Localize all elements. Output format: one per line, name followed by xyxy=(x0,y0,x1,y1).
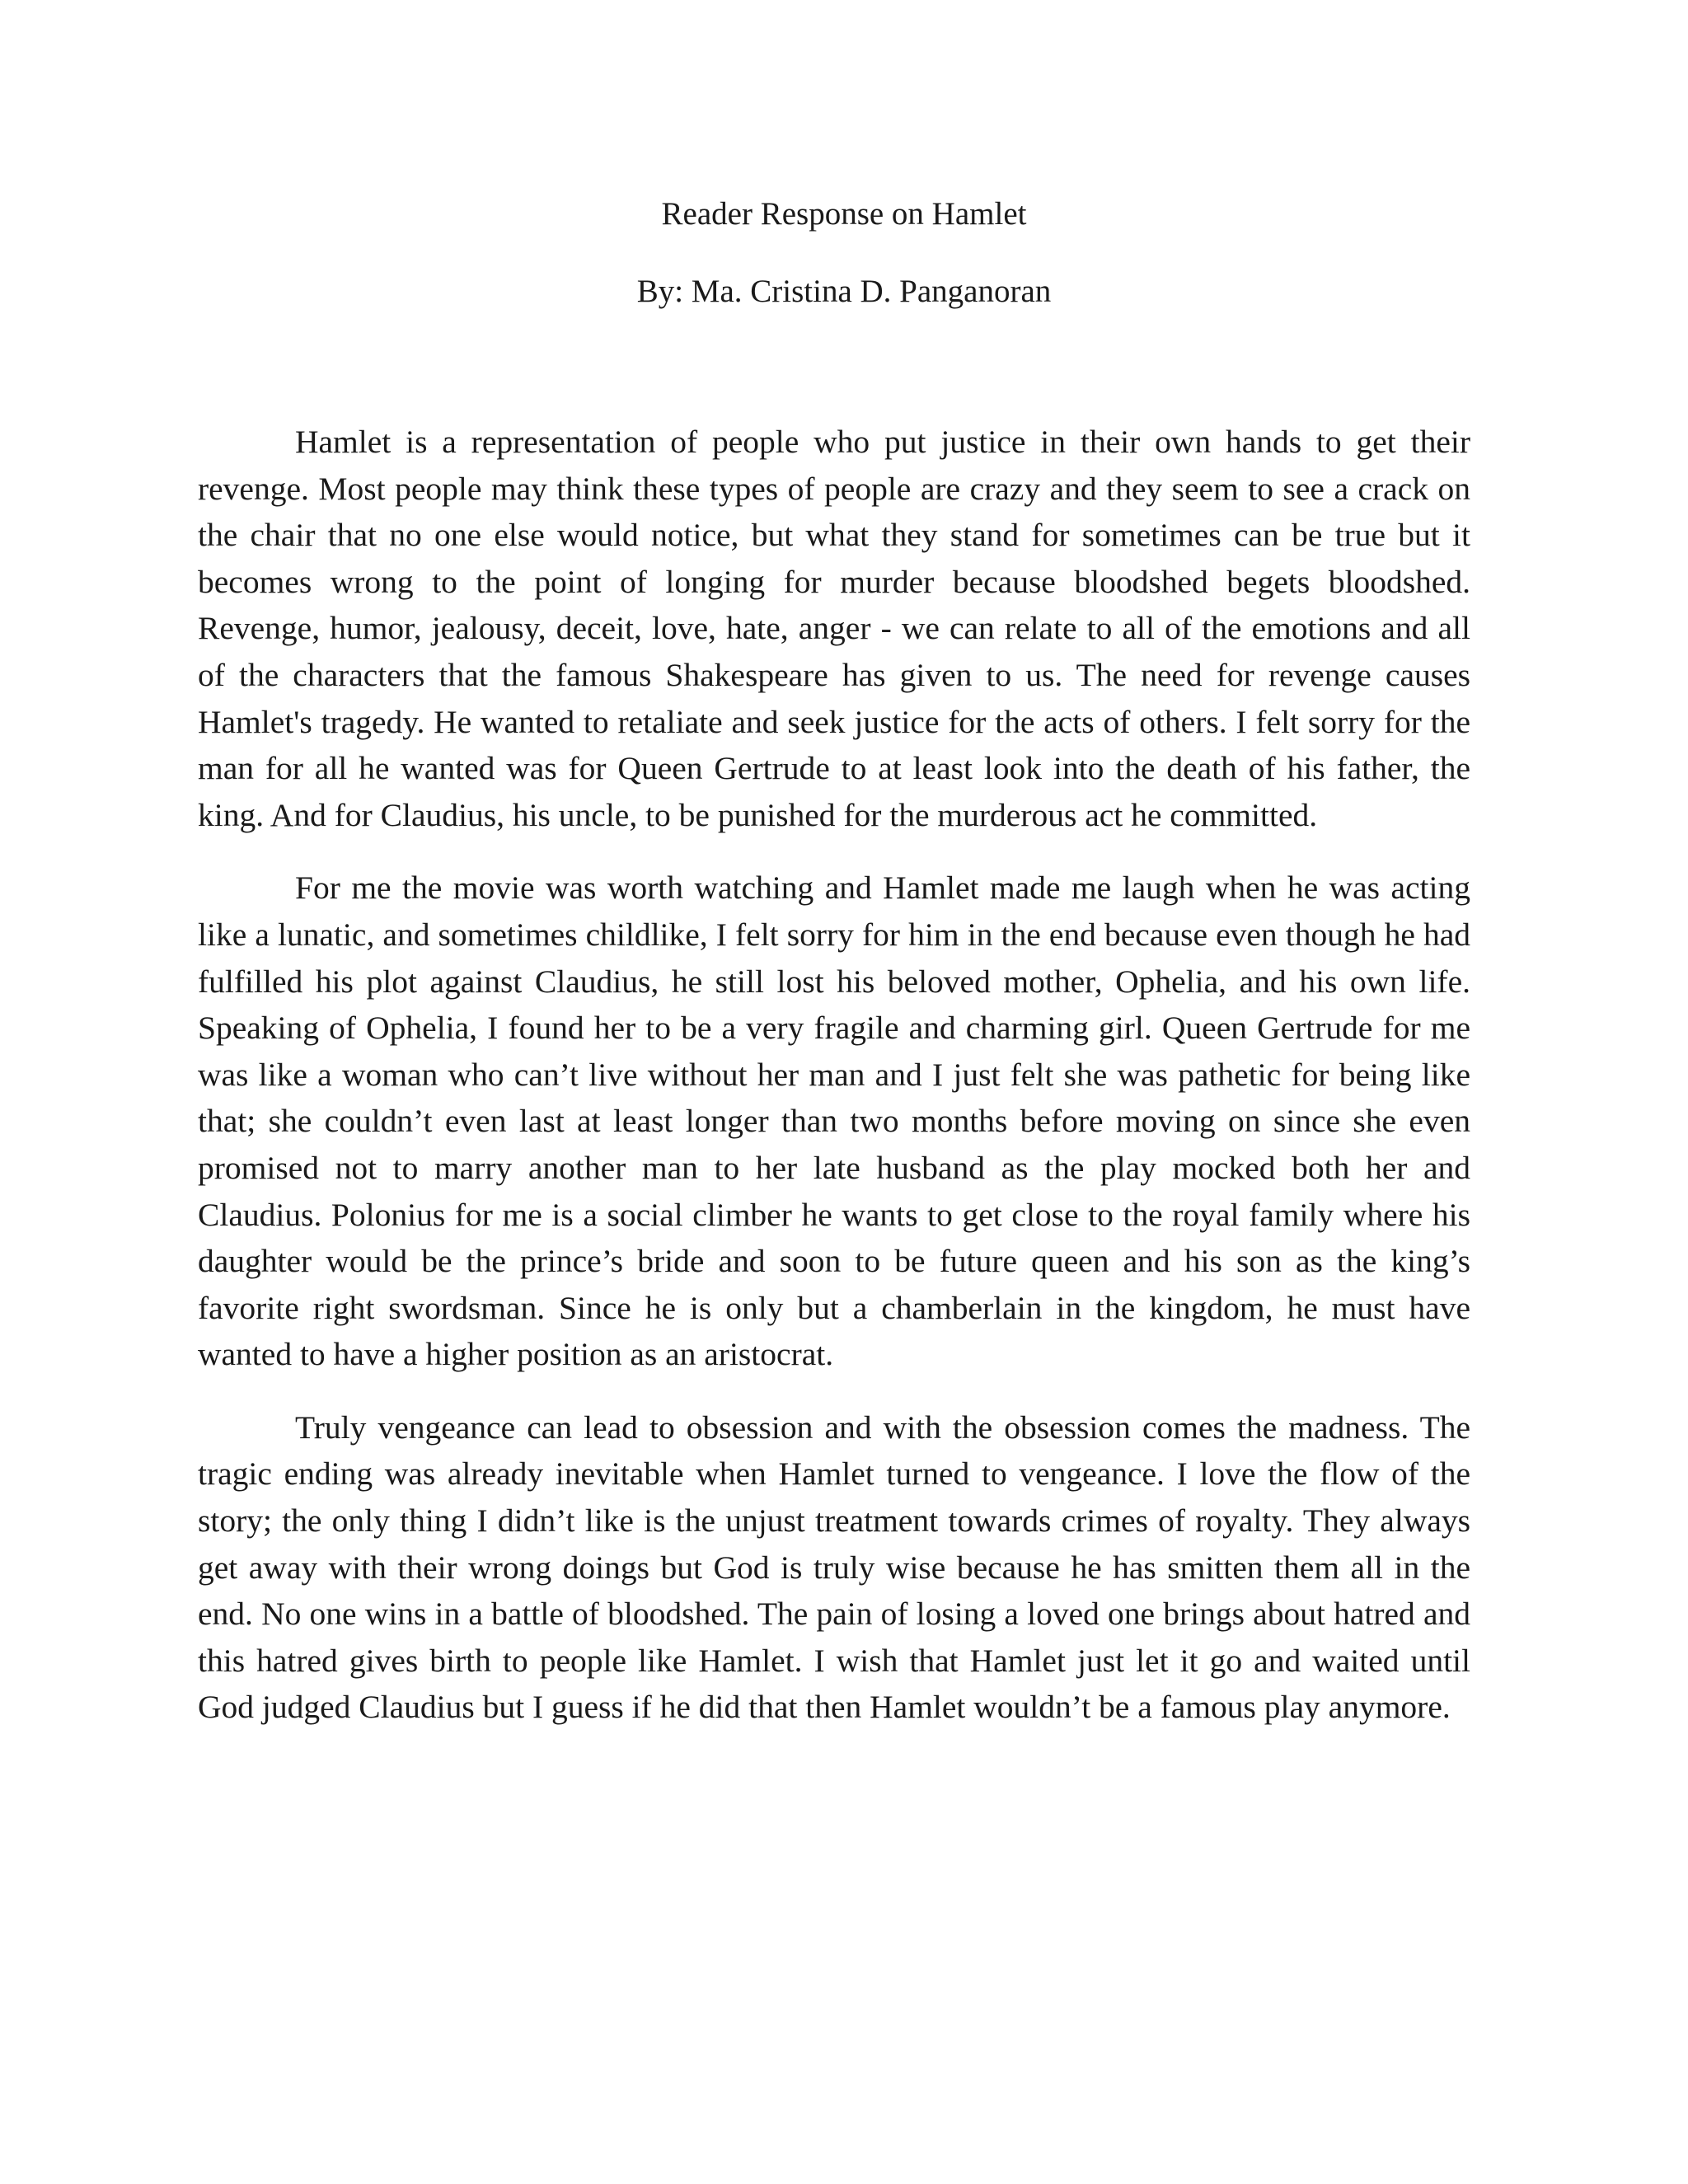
document-body xyxy=(198,419,1470,1757)
paragraph-2: For me the movie was worth watching and Hamlet made me laugh when he was acting like a lunatic, and sometimes childlike, I felt sorry for him in the end because even though he had fulfilled his plot against Claudius, he still lost his beloved mother, Ophelia, and his own life. Speaking of Ophelia, I found her to be a very fragile and charming girl. Queen Gertrude for me was like a woman who can’t live without her man and I just felt she was pathetic for being like that; she couldn’t even last at least longer than two months before moving on since she even promised not to marry another man to her late husband as the play mocked both her and Claudius. Polonius for me is a social climber he wants to get close to the royal family where his daughter would be the prince’s bride and soon to be future queen and his son as the king’s favorite right swordsman. Since he is only but a chamberlain in the kingdom, he must have wanted to have a higher position as an aristocrat. xyxy=(198,869,1470,1373)
paragraph-3: Truly vengeance can lead to obsession and with the obsession comes the madness. The tragic ending was already inevitable when Hamlet turned to vengeance. I love the flow of the story; the only thing I didn’t like is the unjust treatment towards crimes of royalty. They always get away with their wrong doings but God is truly wise because he has smitten them all in the end. No one wins in a battle of bloodshed. The pain of losing a loved one brings about hatred and this hatred gives birth to people like Hamlet. I wish that Hamlet just let it go and waited until God judged Claudius but I guess if he did that then Hamlet wouldn’t be a famous play anymore. xyxy=(198,1408,1470,1726)
paragraph-1: Hamlet is a representation of people who put justice in their own hands to get their revenge. Most people may think these types of people are crazy and they seem to see a crack on the chair that no one else would notice, but what they stand for sometimes can be true but it becomes wrong to the point of longing for murder because bloodshed begets bloodshed. Revenge, humor, jealousy, deceit, love, hate, anger - we can relate to all of the emotions and all of the characters that the famous Shakespeare has given to us. The need for revenge causes Hamlet's tragedy. He wanted to retaliate and seek justice for the acts of others. I felt sorry for the man for all he wanted was for Queen Gertrude to at least look into the death of his father, the king. And for Claudius, his uncle, to be punished for the murderous act he committed. xyxy=(198,424,1470,833)
document-author: By: Ma. Cristina D. Panganoran xyxy=(636,274,1052,309)
document-title: Reader Response on Hamlet xyxy=(661,196,1027,232)
